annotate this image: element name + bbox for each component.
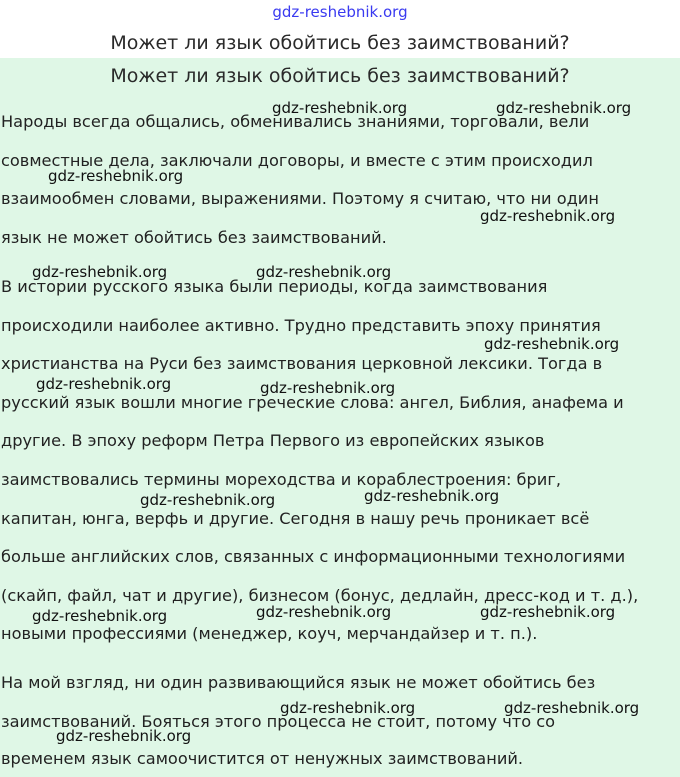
essay-line: взаимообмен словами, выражениями. Поэтому я считаю, что ни один: [1, 189, 599, 208]
watermark: gdz-reshebnik.org: [280, 699, 416, 717]
essay-line: В истории русского языка были периоды, когда заимствования: [1, 277, 548, 296]
essay-line: совместные дела, заключали договоры, и вместе с этим происходил: [1, 151, 593, 170]
essay-line: заимствовались термины мореходства и кораблестроения: бриг,: [1, 470, 561, 489]
site-link[interactable]: gdz-reshebnik.org: [272, 3, 408, 21]
essay-line: заимствований. Бояться этого процесса не стоит, потому что со: [1, 712, 556, 731]
watermark: gdz-reshebnik.org: [32, 263, 168, 281]
watermark: gdz-reshebnik.org: [272, 99, 408, 117]
watermark: gdz-reshebnik.org: [480, 603, 616, 621]
watermark: gdz-reshebnik.org: [256, 603, 392, 621]
essay-title: Может ли язык обойтись без заимствований?: [110, 65, 570, 87]
essay-line: язык не может обойтись без заимствований.: [1, 228, 387, 247]
essay-line: временем язык самоочистится от ненужных заимствований.: [1, 749, 523, 768]
essay-line: капитан, юнга, верфь и другие. Сегодня в нашу речь проникает всё: [1, 509, 590, 528]
essay-line: На мой взгляд, ни один развивающийся язык не может обойтись без: [1, 673, 596, 692]
watermark: gdz-reshebnik.org: [480, 207, 616, 225]
watermark: gdz-reshebnik.org: [56, 727, 192, 745]
watermark: gdz-reshebnik.org: [260, 379, 396, 397]
essay-line: Народы всегда общались, обменивались знаниями, торговали, вели: [1, 112, 590, 131]
essay-line: новыми профессиями (менеджер, коуч, мерчандайзер и т. п.).: [1, 624, 538, 643]
essay-line: другие. В эпоху реформ Петра Первого из европейских языков: [1, 431, 545, 450]
page-title: Может ли язык обойтись без заимствований?: [110, 32, 570, 54]
watermark: gdz-reshebnik.org: [140, 491, 276, 509]
essay-line: происходили наиболее активно. Трудно представить эпоху принятия: [1, 316, 601, 335]
watermark: gdz-reshebnik.org: [48, 167, 184, 185]
essay-line: русский язык вошли многие греческие слова: ангел, Библия, анафема и: [1, 393, 624, 412]
watermark: gdz-reshebnik.org: [32, 607, 168, 625]
watermark: gdz-reshebnik.org: [484, 335, 620, 353]
essay-line: (скайп, файл, чат и другие), бизнесом (бонус, дедлайн, дресс-код и т. д.),: [1, 586, 639, 605]
watermark: gdz-reshebnik.org: [36, 375, 172, 393]
essay-line: больше английских слов, связанных с информационными технологиями: [1, 547, 626, 566]
watermark: gdz-reshebnik.org: [496, 99, 632, 117]
watermark: gdz-reshebnik.org: [504, 699, 640, 717]
watermark: gdz-reshebnik.org: [256, 263, 392, 281]
watermark: gdz-reshebnik.org: [364, 487, 500, 505]
essay-line: христианства на Руси без заимствования церковной лексики. Тогда в: [1, 354, 603, 373]
